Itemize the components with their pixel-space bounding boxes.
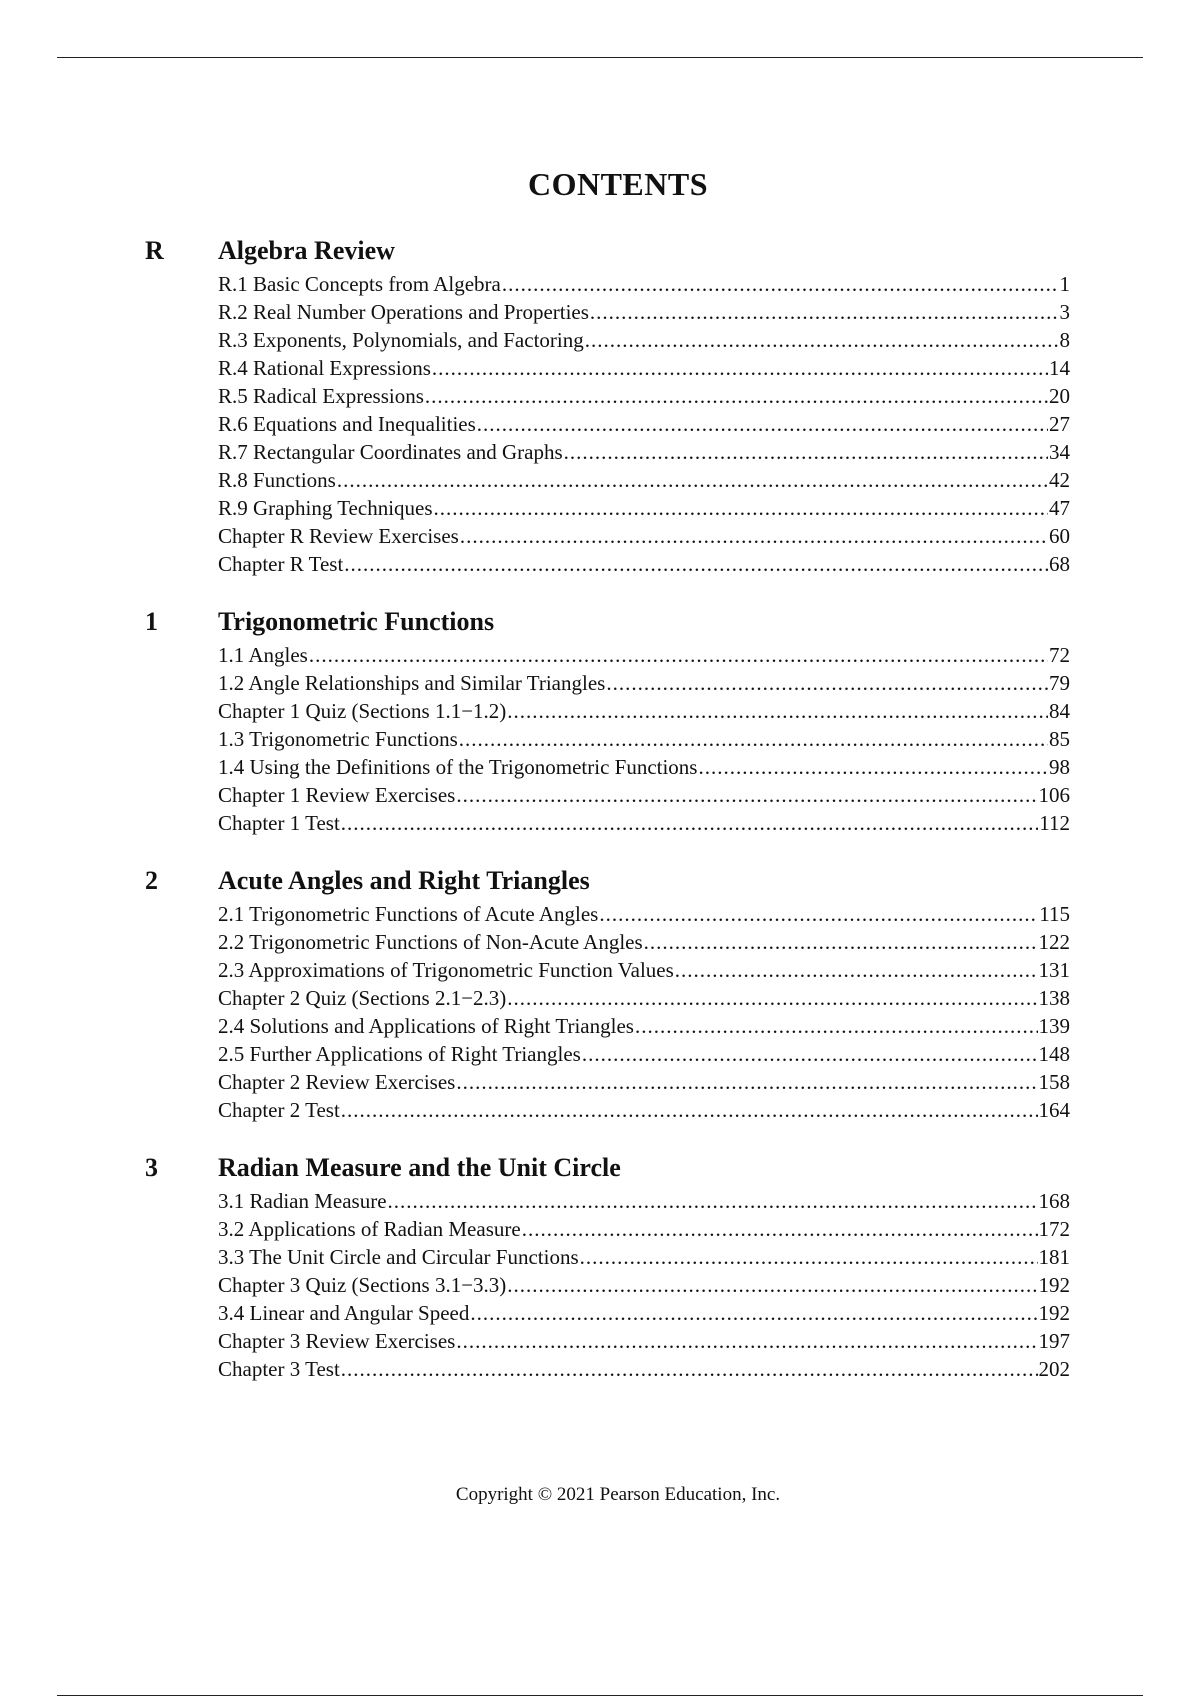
dot-leader bbox=[585, 326, 1059, 354]
toc-entry bbox=[218, 984, 1070, 1012]
dot-leader bbox=[470, 1299, 1037, 1327]
top-rule bbox=[57, 57, 1143, 58]
toc-entry bbox=[218, 928, 1070, 956]
dot-leader bbox=[507, 1271, 1037, 1299]
entry-page-number: 60 bbox=[1049, 524, 1070, 548]
toc-entry bbox=[218, 1012, 1070, 1040]
dot-leader bbox=[425, 382, 1048, 410]
entry-label: Chapter 2 Quiz (Sections 2.1−2.3) bbox=[218, 986, 507, 1010]
entry-label: 2.2 Trigonometric Functions of Non-Acute Angles bbox=[218, 930, 643, 954]
entry-page-number: 131 bbox=[1038, 958, 1070, 982]
entry-label: 2.4 Solutions and Applications of Right Triangles bbox=[218, 1014, 634, 1038]
entry-label: R.4 Rational Expressions bbox=[218, 356, 431, 380]
section-list bbox=[218, 270, 1070, 578]
entry-label: Chapter 2 Test bbox=[218, 1098, 340, 1122]
entry-page-number: 79 bbox=[1049, 671, 1070, 695]
dot-leader bbox=[590, 298, 1059, 326]
entry-label: R.3 Exponents, Polynomials, and Factoring bbox=[218, 328, 584, 352]
copyright-notice: Copyright © 2021 Pearson Education, Inc. bbox=[455, 1484, 781, 1505]
chapter-heading bbox=[145, 236, 1070, 270]
dot-leader bbox=[341, 1096, 1038, 1124]
entry-label: 3.2 Applications of Radian Measure bbox=[218, 1217, 521, 1241]
chapter-heading bbox=[145, 866, 1070, 900]
toc-entry bbox=[218, 1355, 1070, 1383]
entry-label: R.9 Graphing Techniques bbox=[218, 496, 433, 520]
dot-leader bbox=[341, 809, 1038, 837]
toc-entry bbox=[218, 298, 1070, 326]
dot-leader bbox=[456, 1068, 1037, 1096]
toc-entry bbox=[218, 669, 1070, 697]
toc-entry bbox=[218, 956, 1070, 984]
chapter-title: Radian Measure and the Unit Circle bbox=[218, 1153, 621, 1182]
entry-page-number: 172 bbox=[1038, 1217, 1070, 1241]
toc-entry bbox=[218, 697, 1070, 725]
entry-label: 1.1 Angles bbox=[218, 643, 308, 667]
dot-leader bbox=[564, 438, 1048, 466]
dot-leader bbox=[309, 641, 1048, 669]
entry-page-number: 168 bbox=[1038, 1189, 1070, 1213]
entry-page-number: 139 bbox=[1038, 1014, 1070, 1038]
toc-entry bbox=[218, 354, 1070, 382]
dot-leader bbox=[434, 494, 1048, 522]
entry-label: R.1 Basic Concepts from Algebra bbox=[218, 272, 501, 296]
chapter-section bbox=[145, 236, 1070, 578]
dot-leader bbox=[459, 725, 1048, 753]
dot-leader bbox=[344, 550, 1048, 578]
entry-label: Chapter 3 Test bbox=[218, 1357, 340, 1381]
section-list bbox=[218, 900, 1070, 1124]
toc-entry bbox=[218, 900, 1070, 928]
entry-label: 2.5 Further Applications of Right Triangles bbox=[218, 1042, 581, 1066]
entry-page-number: 20 bbox=[1049, 384, 1070, 408]
chapter-section bbox=[145, 1153, 1070, 1383]
entry-page-number: 164 bbox=[1038, 1098, 1070, 1122]
entry-label: R.8 Functions bbox=[218, 468, 336, 492]
entry-label: R.6 Equations and Inequalities bbox=[218, 412, 476, 436]
toc-entry bbox=[218, 781, 1070, 809]
dot-leader bbox=[432, 354, 1048, 382]
entry-page-number: 14 bbox=[1049, 356, 1070, 380]
entry-label: Chapter R Test bbox=[218, 552, 344, 576]
entry-label: 1.4 Using the Definitions of the Trigonometric Functions bbox=[218, 755, 698, 779]
toc-entry bbox=[218, 641, 1070, 669]
chapter-section bbox=[145, 607, 1070, 837]
chapter-heading bbox=[145, 607, 1070, 641]
entry-page-number: 85 bbox=[1049, 727, 1070, 751]
chapter-heading bbox=[145, 1153, 1070, 1187]
entry-label: Chapter 3 Review Exercises bbox=[218, 1329, 456, 1353]
entry-label: 3.1 Radian Measure bbox=[218, 1189, 387, 1213]
toc-entry bbox=[218, 550, 1070, 578]
entry-label: Chapter R Review Exercises bbox=[218, 524, 459, 548]
toc-entry bbox=[218, 494, 1070, 522]
entry-page-number: 192 bbox=[1038, 1301, 1070, 1325]
table-of-contents bbox=[145, 236, 1070, 1412]
chapter-title: Acute Angles and Right Triangles bbox=[218, 866, 590, 895]
entry-label: 2.1 Trigonometric Functions of Acute Angles bbox=[218, 902, 599, 926]
entry-page-number: 181 bbox=[1038, 1245, 1070, 1269]
toc-entry bbox=[218, 809, 1070, 837]
entry-label: Chapter 1 Review Exercises bbox=[218, 783, 456, 807]
entry-page-number: 115 bbox=[1039, 902, 1070, 926]
toc-entry bbox=[218, 1187, 1070, 1215]
entry-page-number: 202 bbox=[1038, 1357, 1070, 1381]
chapter-number: 3 bbox=[145, 1153, 158, 1182]
toc-entry bbox=[218, 326, 1070, 354]
chapter-number: R bbox=[145, 236, 164, 265]
dot-leader bbox=[675, 956, 1038, 984]
entry-label: Chapter 2 Review Exercises bbox=[218, 1070, 456, 1094]
toc-entry bbox=[218, 270, 1070, 298]
section-list bbox=[218, 641, 1070, 837]
dot-leader bbox=[582, 1040, 1038, 1068]
dot-leader bbox=[522, 1215, 1038, 1243]
chapter-number: 2 bbox=[145, 866, 158, 895]
dot-leader bbox=[456, 781, 1037, 809]
entry-page-number: 34 bbox=[1049, 440, 1070, 464]
dot-leader bbox=[460, 522, 1048, 550]
entry-label: R.2 Real Number Operations and Properties bbox=[218, 300, 589, 324]
entry-page-number: 47 bbox=[1049, 496, 1070, 520]
entry-page-number: 8 bbox=[1059, 328, 1070, 352]
toc-entry bbox=[218, 1327, 1070, 1355]
toc-entry bbox=[218, 753, 1070, 781]
entry-page-number: 27 bbox=[1049, 412, 1070, 436]
entry-label: Chapter 3 Quiz (Sections 3.1−3.3) bbox=[218, 1273, 507, 1297]
entry-label: 2.3 Approximations of Trigonometric Function Values bbox=[218, 958, 674, 982]
dot-leader bbox=[388, 1187, 1038, 1215]
toc-entry bbox=[218, 1040, 1070, 1068]
dot-leader bbox=[635, 1012, 1038, 1040]
entry-page-number: 84 bbox=[1049, 699, 1070, 723]
entry-page-number: 1 bbox=[1059, 272, 1070, 296]
page-title: CONTENTS bbox=[527, 166, 709, 202]
dot-leader bbox=[644, 928, 1038, 956]
toc-entry bbox=[218, 725, 1070, 753]
dot-leader bbox=[341, 1355, 1038, 1383]
dot-leader bbox=[456, 1327, 1037, 1355]
entry-page-number: 112 bbox=[1039, 811, 1070, 835]
entry-page-number: 158 bbox=[1038, 1070, 1070, 1094]
entry-page-number: 106 bbox=[1038, 783, 1070, 807]
toc-entry bbox=[218, 1299, 1070, 1327]
toc-entry bbox=[218, 1096, 1070, 1124]
dot-leader bbox=[698, 753, 1048, 781]
entry-page-number: 72 bbox=[1049, 643, 1070, 667]
entry-label: R.5 Radical Expressions bbox=[218, 384, 424, 408]
chapter-title: Trigonometric Functions bbox=[218, 607, 495, 636]
toc-entry bbox=[218, 1068, 1070, 1096]
dot-leader bbox=[507, 697, 1048, 725]
entry-page-number: 68 bbox=[1049, 552, 1070, 576]
toc-entry bbox=[218, 466, 1070, 494]
section-list bbox=[218, 1187, 1070, 1383]
toc-entry bbox=[218, 438, 1070, 466]
chapter-number: 1 bbox=[145, 607, 158, 636]
entry-label: Chapter 1 Test bbox=[218, 811, 340, 835]
entry-page-number: 138 bbox=[1038, 986, 1070, 1010]
dot-leader bbox=[606, 669, 1048, 697]
toc-entry bbox=[218, 522, 1070, 550]
entry-page-number: 148 bbox=[1038, 1042, 1070, 1066]
toc-entry bbox=[218, 1243, 1070, 1271]
toc-entry bbox=[218, 1215, 1070, 1243]
entry-page-number: 192 bbox=[1038, 1273, 1070, 1297]
dot-leader bbox=[502, 270, 1059, 298]
dot-leader bbox=[599, 900, 1038, 928]
toc-entry bbox=[218, 1271, 1070, 1299]
dot-leader bbox=[477, 410, 1048, 438]
toc-entry bbox=[218, 382, 1070, 410]
dot-leader bbox=[337, 466, 1048, 494]
entry-page-number: 3 bbox=[1059, 300, 1070, 324]
toc-entry bbox=[218, 410, 1070, 438]
entry-label: R.7 Rectangular Coordinates and Graphs bbox=[218, 440, 563, 464]
entry-label: 1.3 Trigonometric Functions bbox=[218, 727, 458, 751]
dot-leader bbox=[507, 984, 1037, 1012]
entry-page-number: 42 bbox=[1049, 468, 1070, 492]
chapter-title: Algebra Review bbox=[218, 236, 395, 265]
entry-label: 3.3 The Unit Circle and Circular Functions bbox=[218, 1245, 579, 1269]
entry-page-number: 197 bbox=[1038, 1329, 1070, 1353]
entry-page-number: 122 bbox=[1038, 930, 1070, 954]
entry-label: 3.4 Linear and Angular Speed bbox=[218, 1301, 470, 1325]
entry-label: Chapter 1 Quiz (Sections 1.1−1.2) bbox=[218, 699, 507, 723]
entry-label: 1.2 Angle Relationships and Similar Triangles bbox=[218, 671, 606, 695]
chapter-section bbox=[145, 866, 1070, 1124]
bottom-rule bbox=[57, 1695, 1143, 1696]
entry-page-number: 98 bbox=[1049, 755, 1070, 779]
dot-leader bbox=[580, 1243, 1038, 1271]
